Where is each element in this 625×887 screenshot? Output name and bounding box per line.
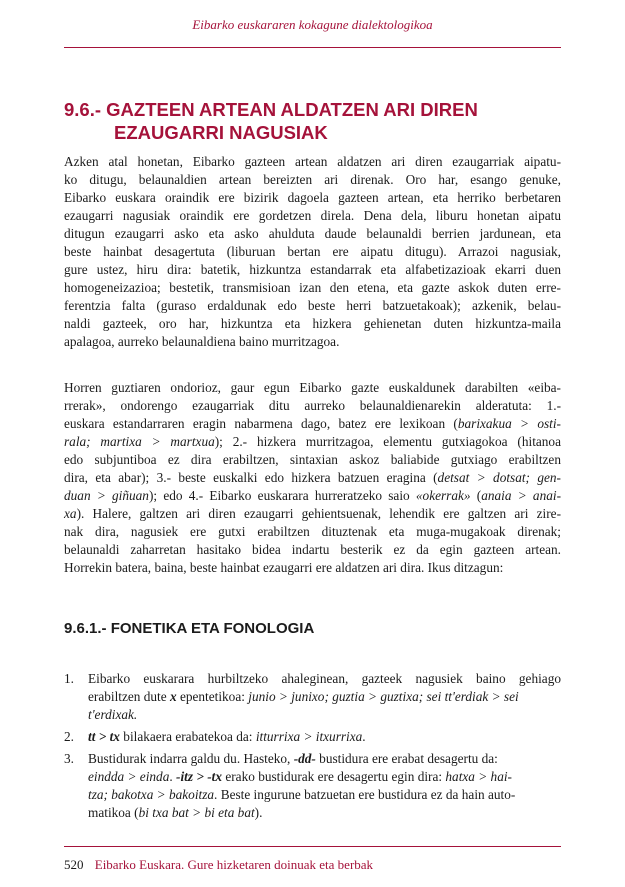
p2-line [64,487,561,505]
p1-line: apalagoa, aurreko belaunaldiena baino murritzagoa. [64,334,340,349]
p1-line: ko ditugu, belaunaldien artean bereizten ari direnak. Oro har, esango genuke, [64,172,561,187]
p2-example: «okerrak» [415,488,471,503]
list-example: hatxa > hai- [445,769,512,784]
p2-example: duan > giñuan [64,488,149,503]
numbered-list [64,670,561,826]
p2-line [64,505,561,523]
p1-line: Azken atal honetan, Eibarko gazteen artean aldatzen ari diren ezaugarriak aipatu- [64,154,561,169]
list-term: tt > tx [88,729,120,744]
p2-example: rala; martixa > martxua [64,434,215,449]
list-text: Bustidurak indarra galdu du. Hasteko, [88,751,294,766]
p2-example: detsat > dotsat; gen- [437,470,561,485]
p2-line: belaunaldi zaharretan hasitako bidea indartu besterik ez da egin gazteen artean. [64,542,561,557]
p2-line: Horren guztiaren ondorioz, gaur egun Eibarko gazte euskaldunek darabilten «eiba- [64,380,561,395]
p2-line: rrerak», ondorengo ezaugarriak ditu aurreko belaunaldienarekin alderatuta: 1.- [64,398,561,413]
list-number: 3. [64,751,74,766]
p1-line: ferentzia falta (guraso erdaldunak edo beste herri batzuetakoak); azkenik, belau- [64,298,561,313]
p2-line [64,469,561,487]
section-title-line-2: EZAUGARRI NAGUSIAK [114,122,328,143]
list-text: bilakaera erabatekoa da: [119,729,256,744]
p2-line [64,415,561,433]
p2-text: euskara estandarraren eragin nabarmena dago, batez ere lexikoan ( [64,416,458,431]
footer-book-title: Eibarko Euskara. Gure hizketaren doinuak eta berbak [94,857,374,872]
list-number: 1. [64,671,74,686]
paragraph-2 [64,379,561,577]
p1-line: Eibarko euskara oraindik ere bizirik dagoela gazteen artean, eta herriko berbetaren [64,190,561,205]
paragraph-1-text [64,153,561,351]
list-item [64,670,561,724]
list-line [88,768,561,786]
list-line [88,688,561,706]
p1-line: ditugun ezaugarri asko eta asko ahulduta daude belaunaldi berrien jardunean, eta [64,226,561,241]
paragraph-2-text [64,379,561,577]
list-text: . Beste ingurune batzuetan ere bustidura ez da hain auto- [214,787,516,802]
p1-line: homogeneizazioa; bestetik, transmisioan izan den etena, eta gazte askok duten erre- [64,280,561,295]
list-text: epentetikoa: [176,689,249,704]
list-example: junio > junixo; guztia > guztixa; sei tt'erdiak > sei [248,689,519,704]
section-number: 9.6.- [64,99,102,120]
list-text: . [362,729,366,744]
p1-line: beste hainbat desagertuta (liburuan bertan ere aipatu ditugu). Arrazoi nagusiak, [64,244,561,259]
p1-line: gure ustez, hiru dira: batetik, hizkuntza estandarrak eta alfabetizazioak ekarri duen [64,262,561,277]
p2-line: nak dira, nagusiek ere gutxi erabiltzen dituztenak eta muga-mugakoak direnak; [64,524,561,539]
list-line: Eibarko euskarara hurbiltzeko ahaleginean, gazteek nagusiek baino gehiago [88,671,561,686]
section-title-text-1: GAZTEEN ARTEAN ALDATZEN ARI DIREN [106,99,478,120]
list-line [88,804,561,822]
section-title-line-1 [64,98,561,121]
p2-text: ); edo 4.- Eibarko euskarara hurreratzeko saio [148,488,416,503]
list-line [88,786,561,804]
p2-text: ); 2.- hizkera murritzagoa, elementu gutxiagokoa (hitanoa [214,434,561,449]
list-item [64,750,561,822]
list-item [64,728,561,746]
list-term: -itz > -tx [176,769,223,784]
subsection-title: 9.6.1.- FONETIKA ETA FONOLOGIA [64,620,315,637]
p2-example: anaia > anai- [481,488,561,503]
p2-line [64,433,561,451]
list-text: matikoa ( [88,805,139,820]
list-example: eindda > einda [88,769,170,784]
p2-line: edo subjuntiboa ez dira erabiltzen, sintaxian askoz baliabide gutxiago erabiltzen [64,452,561,467]
list-text: . [169,769,177,784]
list-example: t'erdixak. [88,707,138,722]
list-term: x [169,689,177,704]
list-example: bi txa bat > bi eta bat [138,805,255,820]
list-line [88,728,561,746]
p2-example: barixakua > osti- [457,416,561,431]
footer-rule [64,846,561,847]
list-example: itturrixa > itxurrixa [255,729,363,744]
list-text: ). [254,805,263,820]
p2-text: ). Halere, galtzen ari diren ezaugarri gehientsuenak, lehendik ere galtzen ari zire- [76,506,561,521]
section-title [64,98,561,144]
list-text: erako bustidurak ere desagertu egin dira: [222,769,446,784]
list-number: 2. [64,729,74,744]
p2-example: xa [64,506,77,521]
list-term: -dd- [293,751,316,766]
paragraph-1 [64,153,561,351]
list-line [88,706,561,724]
list-example: tza; bakotxa > bakoitza [88,787,215,802]
list-line [88,750,561,768]
list-text: erabiltzen dute [88,689,170,704]
p2-text: ( [470,488,482,503]
header-rule [64,47,561,48]
list-text: bustidura ere erabat desagertu da: [315,751,498,766]
p1-line: ezaugarri nagusiak oraindik ere gordetzen direla. Dena dela, liburu honetan aipatu [64,208,561,223]
p2-line: Horrekin batera, baina, beste hainbat ezaugarri ere aldatzen ari dira. Ikus ditzagun: [64,560,504,575]
p2-text: dira, eta abar); 3.- beste euskalki edo hizkera batzuen eragina ( [64,470,438,485]
p1-line: naldi gazteek, oro har, hizkuntza eta hizkera gehienetan duten hizkuntza-maila [64,316,561,331]
footer [64,857,373,873]
running-head: Eibarko euskararen kokagune dialektologikoa [192,17,433,32]
page-number: 520 [64,857,84,872]
